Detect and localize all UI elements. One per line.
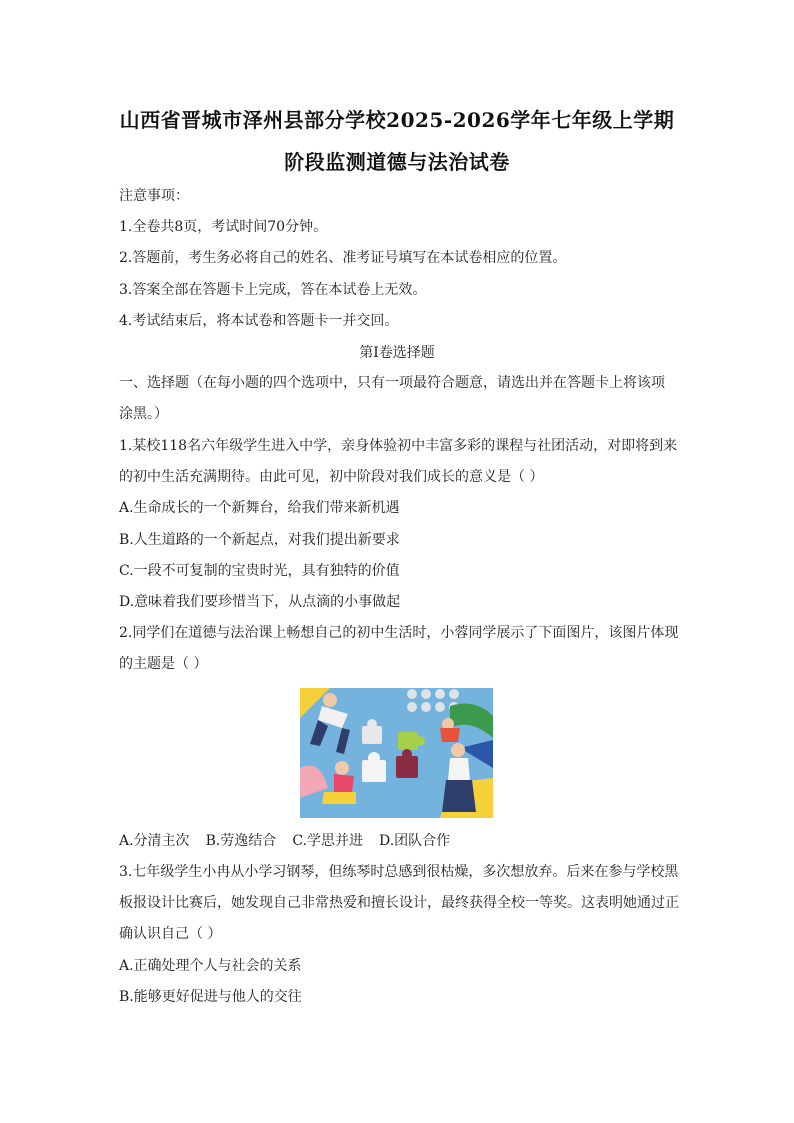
q2-stem-cont: 的主题是（ ）: [119, 656, 208, 672]
q2-option-a: A.分清主次: [119, 833, 190, 849]
section-instruction-cont: 涂黑。）: [119, 406, 168, 422]
q2-option-d: D.团队合作: [378, 833, 451, 849]
q1-option-c: C.一段不可复制的宝贵时光，具有独特的价值: [119, 563, 400, 579]
q1-stem-cont: 的初中生活充满期待。由此可见，初中阶段对我们成长的意义是（ ）: [119, 469, 544, 485]
notice-item: 4.考试结束后，将本试卷和答题卡一并交回。: [119, 313, 399, 329]
q2-options-row: [119, 831, 466, 851]
notice-item: 1.全卷共8页，考试时间70分钟。: [119, 219, 328, 235]
q2-stem: 2.同学们在道德与法治课上畅想自己的初中生活时，小蓉同学展示了下面图片，该图片体现: [119, 625, 679, 641]
teamwork-puzzle-illustration: [300, 688, 493, 818]
section-heading: 第I卷选择题: [359, 345, 435, 361]
exam-title-line2: 阶段监测道德与法治试卷: [284, 150, 510, 174]
q2-option-b: B.劳逸结合: [205, 833, 277, 849]
q3-option-b: B.能够更好促进与他人的交往: [119, 989, 302, 1005]
notice-item: 2.答题前，考生务必将自己的姓名、准考证号填写在本试卷相应的位置。: [119, 250, 567, 266]
notice-heading: 注意事项：: [119, 188, 189, 204]
notice-item: 3.答案全部在答题卡上完成，答在本试卷上无效。: [119, 282, 427, 298]
q2-option-c: C.学思并进: [292, 833, 363, 849]
q1-stem: 1.某校118名六年级学生进入中学，亲身体验初中丰富多彩的课程与社团活动，对即将到来: [119, 438, 678, 454]
q1-option-b: B.人生道路的一个新起点，对我们提出新要求: [119, 532, 400, 548]
q1-option-d: D.意味着我们要珍惜当下，从点滴的小事做起: [119, 594, 401, 610]
q3-stem-cont: 板报设计比赛后，她发现自己非常热爱和擅长设计，最终获得全校一等奖。这表明她通过正: [119, 895, 679, 911]
exam-title-line1: 山西省晋城市泽州县部分学校2025-2026学年七年级上学期: [119, 108, 675, 132]
puzzle-people-image: [300, 688, 493, 818]
section-instruction: 一、选择题（在每小题的四个选项中，只有一项最符合题意，请选出并在答题卡上将该项: [119, 375, 665, 391]
q3-option-a: A.正确处理个人与社会的关系: [119, 958, 302, 974]
q3-stem: 3.七年级学生小冉从小学习钢琴，但练琴时总感到很枯燥，多次想放弃。后来在参与学校黑: [119, 864, 679, 880]
q3-stem-cont2: 确认识自己（ ）: [119, 926, 222, 942]
q1-option-a: A.生命成长的一个新舞台，给我们带来新机遇: [119, 500, 400, 516]
